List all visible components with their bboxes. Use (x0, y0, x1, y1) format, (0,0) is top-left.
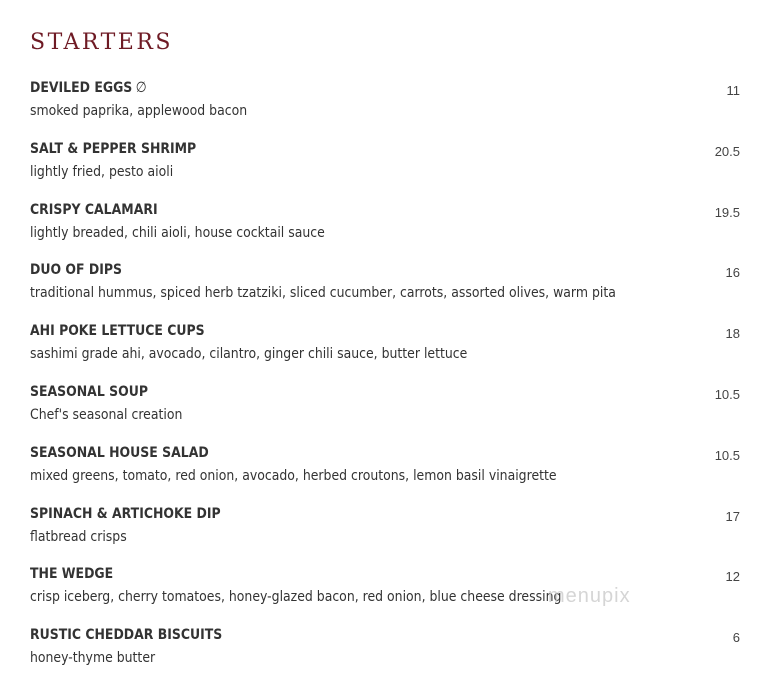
menu-item-description: flatbread crisps (30, 528, 127, 545)
menu-item-name: SALT & PEPPER SHRIMP (30, 140, 197, 157)
menu-item (30, 443, 742, 504)
menu-item-name: AHI POKE LETTUCE CUPS (30, 323, 205, 340)
vegetarian-icon: ∅ (135, 80, 147, 96)
menu-item-list (30, 78, 742, 686)
menu-item (30, 625, 742, 686)
menu-item-price: 18 (725, 326, 740, 342)
watermark-logo: menupix (548, 585, 631, 607)
menu-item-price: 10.5 (714, 386, 740, 402)
menu-item-name (30, 78, 147, 98)
menu-item-name: SEASONAL HOUSE SALAD (30, 444, 209, 461)
menu-item-price: 11 (726, 83, 740, 98)
menu-item-description: honey-thyme butter (30, 650, 156, 667)
menu-item-description: smoked paprika, applewood bacon (30, 103, 248, 119)
menu-item-price: 19.5 (714, 204, 740, 220)
menu-item-description: lightly breaded, chili aioli, house cocktail sauce (30, 224, 325, 241)
menu-item-name: RUSTIC CHEDDAR BISCUITS (30, 627, 223, 644)
menu-item (30, 139, 742, 200)
menu-item-name: THE WEDGE (30, 566, 114, 583)
menu-item-name: CRISPY CALAMARI (30, 201, 158, 218)
menu-item-price: 12 (725, 569, 740, 585)
menu-item-price: 6 (732, 630, 740, 646)
menu-item-name: SPINACH & ARTICHOKE DIP (30, 505, 221, 522)
section-title: STARTERS (30, 30, 173, 55)
menu-item (30, 321, 742, 382)
menu-item-description: Chef's seasonal creation (30, 406, 183, 423)
menu-item-description: sashimi grade ahi, avocado, cilantro, ginger chili sauce, butter lettuce (30, 346, 468, 363)
menu-item-name: DUO OF DIPS (30, 262, 122, 279)
menu-item-description: traditional hummus, spiced herb tzatziki, sliced cucumber, carrots, assorted olives, warm pita (30, 285, 616, 302)
menu-item (30, 504, 742, 565)
menu-item-price: 10.5 (714, 447, 740, 463)
menu-item (30, 564, 742, 625)
menu-item (30, 78, 742, 139)
menu-item-description: crisp iceberg, cherry tomatoes, honey-glazed bacon, red onion, blue cheese dressing (30, 589, 562, 606)
menu-item-name: SEASONAL SOUP (30, 383, 148, 400)
menu-item-description: lightly fried, pesto aioli (30, 163, 174, 180)
menu-item (30, 200, 742, 261)
menu-item (30, 382, 742, 443)
menu-item (30, 260, 742, 321)
menu-item-price: 17 (725, 508, 740, 524)
menu-item-price: 20.5 (714, 143, 740, 159)
menu-item-name-text: DEVILED EGGS (30, 80, 133, 96)
menu-item-price: 16 (725, 265, 740, 281)
menu-item-description: mixed greens, tomato, red onion, avocado, herbed croutons, lemon basil vinaigrette (30, 467, 557, 484)
